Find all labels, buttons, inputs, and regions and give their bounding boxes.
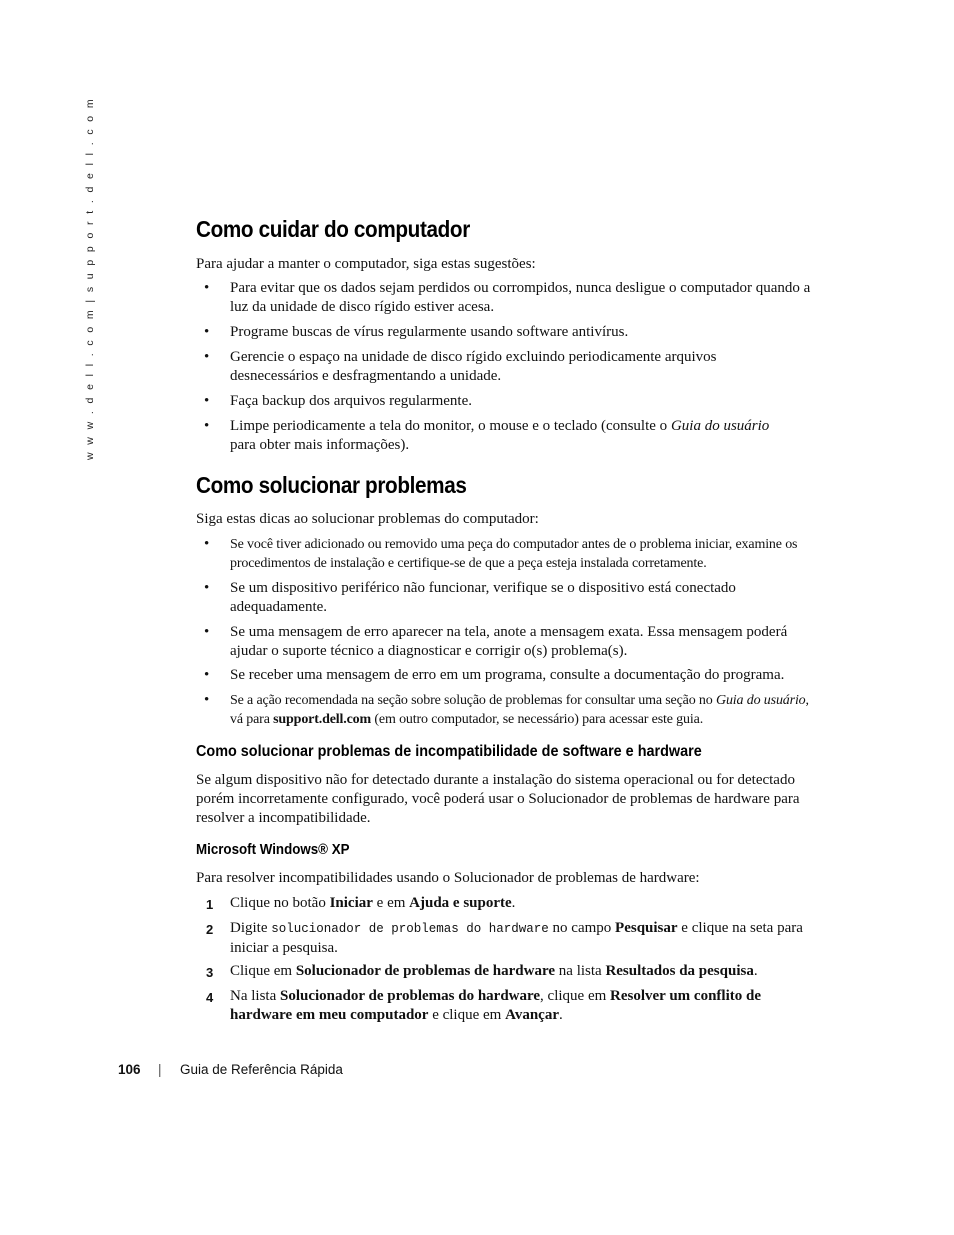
page-footer xyxy=(118,1062,343,1077)
intro-troubleshoot: Siga estas dicas ao solucionar problemas do computador: xyxy=(196,511,539,527)
step-number: 2 xyxy=(206,922,214,937)
list-item: • Se um dispositivo periférico não funcionar, verifique se o dispositivo está conectado adequadamente. xyxy=(204,580,736,615)
windows-intro: Para resolver incompatibilidades usando o Solucionador de problemas de hardware: xyxy=(196,870,700,886)
subsection-title-incompat: Como solucionar problemas de incompatibilidade de software e hardware xyxy=(196,743,702,760)
step-number: 4 xyxy=(206,990,214,1005)
step-item: 2 Digite solucionador de problemas do hardware no campo Pesquisar e clique na seta para iniciar a pesquisa. xyxy=(206,920,803,956)
bullet-icon: • xyxy=(204,418,210,434)
list-item: • Faça backup dos arquivos regularmente. xyxy=(204,393,472,409)
list-item: • Se a ação recomendada na seção sobre solução de problemas for consultar uma seção no Guia do usuário, vá para support.dell.com (em outro computador, se necessário) para acessar este guia. xyxy=(204,692,809,727)
list-item: • Programe buscas de vírus regularmente usando software antivírus. xyxy=(204,324,629,340)
section-title-care: Como cuidar do computador xyxy=(196,216,470,242)
bullet-icon: • xyxy=(204,349,210,365)
step-number: 1 xyxy=(206,897,214,912)
footer-separator: | xyxy=(158,1062,162,1077)
support-link: support.dell.com xyxy=(273,712,372,727)
footer-doc-title: Guia de Referência Rápida xyxy=(180,1062,343,1077)
step-item: 3 Clique em Solucionador de problemas de hardware na lista Resultados da pesquisa. xyxy=(206,963,758,980)
step-item: 4 Na lista Solucionador de problemas do hardware, clique em Resolver um conflito de hardware em meu computador e clique em Avançar. xyxy=(206,988,761,1023)
bullet-icon: • xyxy=(204,624,210,640)
intro-care: Para ajudar a manter o computador, siga estas sugestões: xyxy=(196,256,536,272)
list-item: • Se uma mensagem de erro aparecer na tela, anote a mensagem exata. Essa mensagem poderá ajudar o suporte técnico a diagnosticar e corrigir o(s) problema(s). xyxy=(204,624,788,659)
bullet-icon: • xyxy=(204,580,210,596)
bullet-icon: • xyxy=(204,667,210,683)
subsection-title-windows-xp: Microsoft Windows® XP xyxy=(196,842,350,858)
list-item: • Se você tiver adicionado ou removido uma peça do computador antes de o problema iniciar, examine os procedimentos de instalação e certifique-se de que a peça esteja instalada corretamente. xyxy=(204,536,798,571)
bullet-icon: • xyxy=(204,324,210,340)
bullet-icon: • xyxy=(204,536,210,552)
list-item: • Gerencie o espaço na unidade de disco rígido excluindo periodicamente arquivos desnecessários e desfragmentando a unidade. xyxy=(204,349,717,384)
incompat-body: Se algum dispositivo não for detectado durante a instalação do sistema operacional ou for detectado porém incorretamente configurado, você poderá usar o Solucionador de problemas de hardware para resolver a incompatibilidade. xyxy=(196,772,800,826)
step-item: 1 Clique no botão Iniciar e em Ajuda e suporte. xyxy=(206,895,516,912)
bullet-icon: • xyxy=(204,393,210,409)
section-title-troubleshoot: Como solucionar problemas xyxy=(196,472,467,498)
bullet-icon: • xyxy=(204,280,210,296)
list-item: • Para evitar que os dados sejam perdidos ou corrompidos, nunca desligue o computador quando a luz da unidade de disco rígido estiver acesa. xyxy=(204,280,811,315)
page-number: 106 xyxy=(118,1062,141,1077)
list-item: • Limpe periodicamente a tela do monitor, o mouse e o teclado (consulte o Guia do usuário para obter mais informações). xyxy=(204,418,770,453)
step-number: 3 xyxy=(206,965,214,980)
side-url: w w w . d e l l . c o m | s u p p o r t . d e l l . c o m xyxy=(84,96,96,460)
bullet-icon: • xyxy=(204,692,210,708)
list-item: • Se receber uma mensagem de erro em um programa, consulte a documentação do programa. xyxy=(204,667,785,683)
